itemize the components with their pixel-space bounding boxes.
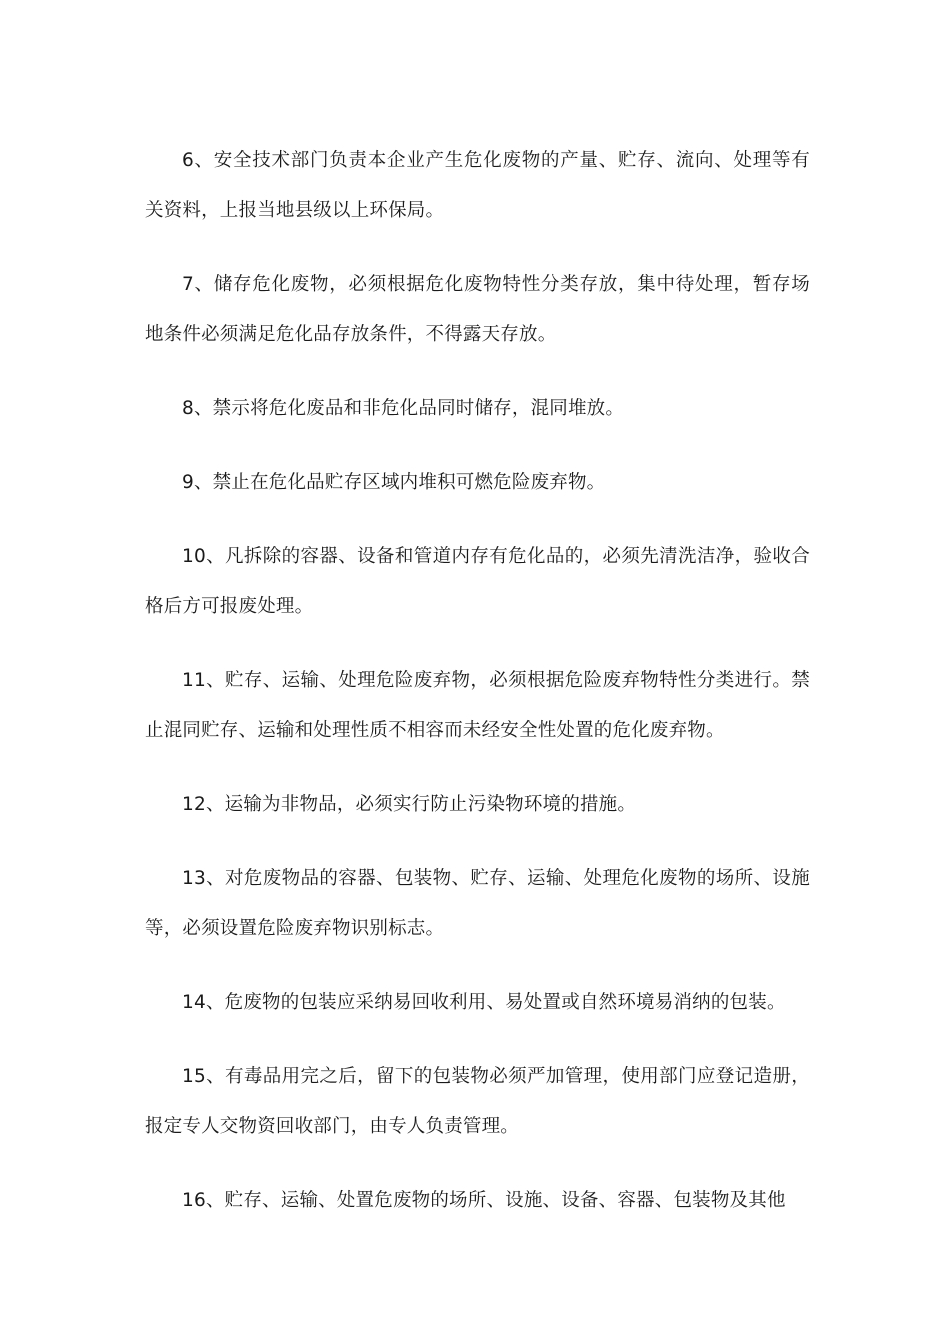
paragraph-16: 16、贮存、运输、处置危废物的场所、设施、设备、容器、包装物及其他	[182, 1190, 786, 1211]
paragraph-13: 13、对危废物品的容器、包装物、贮存、运输、处理危化废物的场所、设施等，必须设置危险废弃物识别标志。	[145, 868, 810, 939]
paragraph-15: 15、有毒品用完之后，留下的包装物必须严加管理，使用部门应登记造册，报定专人交物资回收部门，由专人负责管理。	[145, 1066, 810, 1137]
paragraph-6: 6、安全技术部门负责本企业产生危化废物的产量、贮存、流向、处理等有关资料，上报当地县级以上环保局。	[145, 150, 810, 221]
document-body	[145, 136, 810, 1250]
paragraph-7: 7、储存危化废物，必须根据危化废物特性分类存放，集中待处理，暂存场地条件必须满足危化品存放条件，不得露天存放。	[145, 274, 810, 345]
paragraph-9: 9、禁止在危化品贮存区域内堆积可燃危险废弃物。	[182, 472, 606, 493]
paragraph-14: 14、危废物的包装应采纳易回收利用、易处置或自然环境易消纳的包装。	[182, 992, 786, 1013]
paragraph-10: 10、凡拆除的容器、设备和管道内存有危化品的，必须先清洗洁净，验收合格后方可报废处理。	[145, 546, 810, 617]
paragraph-11: 11、贮存、运输、处理危险废弃物，必须根据危险废弃物特性分类进行。禁止混同贮存、运输和处理性质不相容而未经安全性处置的危化废弃物。	[145, 670, 810, 741]
paragraph-12: 12、运输为非物品，必须实行防止污染物环境的措施。	[182, 794, 637, 815]
paragraph-8: 8、禁示将危化废品和非危化品同时储存，混同堆放。	[182, 398, 625, 419]
